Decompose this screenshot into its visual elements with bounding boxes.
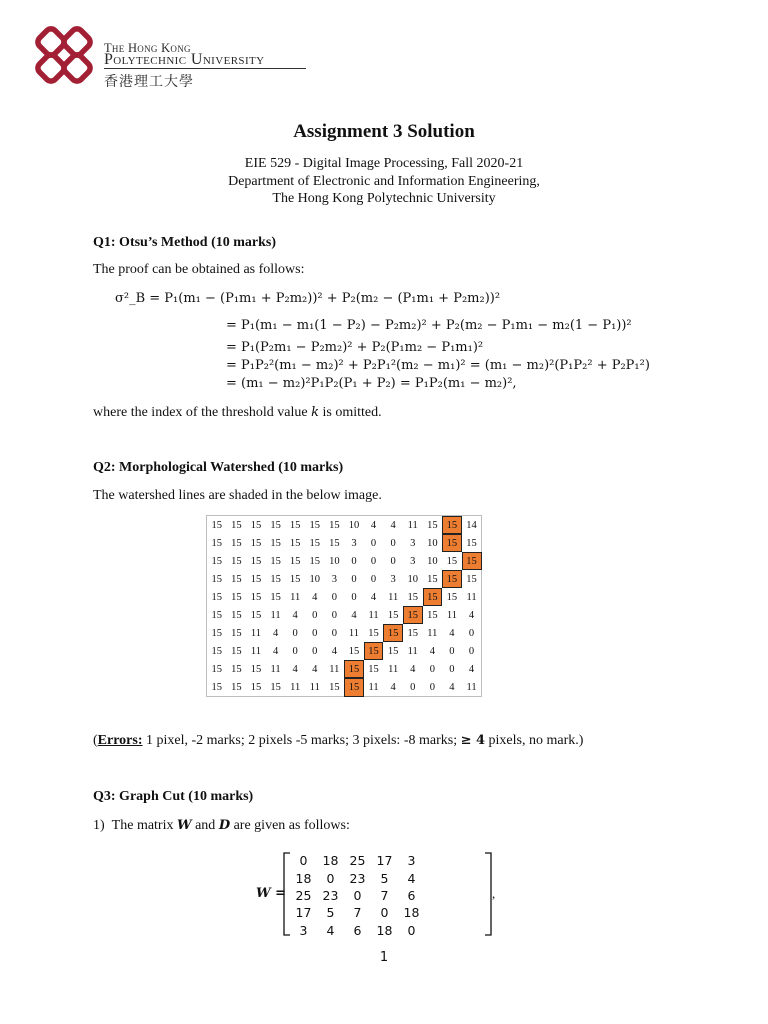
q3-item-text-c: are given as follows: (230, 818, 350, 833)
grid-cell: 0 (468, 645, 475, 657)
grid-cell: 15 (250, 591, 262, 603)
grid-cell: 4 (390, 519, 396, 531)
grid-cell: 15 (368, 627, 379, 639)
grid-cell: 15 (211, 627, 223, 639)
grid-cell: 0 (390, 537, 396, 549)
grid-cell: 15 (289, 537, 301, 549)
grid-cell: 15 (211, 537, 223, 549)
grid-cell: 15 (309, 519, 321, 531)
grid-cell: 0 (370, 555, 377, 567)
grid-cell: 4 (370, 519, 377, 531)
watershed-grid (206, 515, 482, 697)
grid-cell: 15 (250, 681, 262, 693)
grid-cell: 15 (427, 609, 438, 621)
grid-cell: 15 (427, 573, 438, 585)
grid-cell: 0 (331, 591, 337, 603)
watershed-line-cell: 15 (364, 642, 384, 660)
matrix-cell: 0 (326, 870, 335, 886)
grid-cell: 15 (270, 573, 281, 585)
grid-cell: 0 (449, 663, 455, 675)
grid-cell: 15 (387, 609, 399, 621)
grid-cell: 10 (329, 555, 340, 567)
grid-cell: 11 (368, 609, 379, 621)
grid-cell: 11 (290, 681, 301, 693)
grid-cell: 15 (231, 573, 242, 585)
grid-row (207, 588, 482, 606)
grid-cell: 15 (231, 555, 242, 567)
matrix-cell: 25 (295, 887, 312, 903)
matrix-cell: 3 (299, 922, 308, 938)
grid-cell: 0 (312, 627, 318, 639)
q1-intro: The proof can be obtained as follows: (93, 262, 305, 277)
q1-equation-4: = P₁P₂²(m₁ − m₂)² + P₂P₁²(m₂ − m₁)² = (m₁ − m₂)²(P₁P₂² + P₂P₁²) (226, 358, 650, 373)
grid-cell: 11 (446, 609, 457, 621)
grid-cell: 0 (312, 609, 318, 621)
grid-cell: 15 (368, 663, 379, 675)
grid-cell: 15 (250, 537, 262, 549)
grid-cell: 4 (292, 609, 298, 621)
q1-note-before: where the index of the threshold value (93, 405, 312, 420)
grid-row (207, 534, 482, 552)
grid-cell: 0 (370, 537, 377, 549)
watershed-line-cell: 15 (423, 588, 443, 606)
grid-cell: 15 (446, 591, 458, 603)
matrix-cell: 6 (353, 922, 362, 938)
grid-cell: 15 (211, 573, 223, 585)
grid-cell: 15 (211, 663, 223, 675)
watershed-line-cell: 15 (442, 534, 462, 552)
grid-cell: 15 (466, 537, 477, 549)
matrix-row (290, 922, 425, 939)
matrix-cell: 5 (380, 870, 389, 886)
matrix-cell: 25 (349, 853, 366, 869)
grid-cell: 15 (231, 537, 242, 549)
grid-cell: 4 (292, 663, 298, 675)
grid-cell: 15 (270, 681, 281, 693)
grid-cell: 15 (231, 609, 242, 621)
grid-cell: 0 (351, 573, 357, 585)
grid-cell: 4 (410, 663, 416, 675)
grid-cell: 15 (231, 519, 242, 531)
grid-cell: 11 (270, 609, 281, 621)
grid-cell: 3 (410, 555, 416, 567)
grid-cell: 0 (370, 573, 377, 585)
grid-cell: 0 (429, 663, 435, 675)
matrix-cell: 18 (322, 853, 339, 869)
matrix-row (290, 852, 425, 869)
grid-cell: 15 (231, 627, 242, 639)
watershed-line-cell: 15 (462, 552, 482, 570)
grid-row (207, 624, 482, 642)
page-number: 1 (379, 950, 389, 965)
matrix-cell: 23 (322, 887, 339, 903)
grid-cell: 15 (289, 519, 301, 531)
grid-cell: 15 (466, 573, 477, 585)
grid-cell: 0 (312, 645, 318, 657)
q3-heading: Q3: Graph Cut (10 marks) (93, 789, 254, 804)
logo-line-3: 香港理工大學 (104, 74, 194, 90)
grid-cell: 15 (211, 591, 223, 603)
grid-row (207, 678, 482, 697)
matrix-cell: 0 (407, 922, 416, 938)
matrix-cell: 0 (299, 853, 308, 869)
grid-row (207, 606, 482, 624)
watershed-line-cell: 15 (344, 660, 364, 678)
q1-heading: Q1: Otsu’s Method (10 marks) (93, 235, 277, 250)
grid-cell: 4 (312, 663, 318, 675)
errors-text: 1 pixel, -2 marks; 2 pixels -5 marks; 3 pixels: -8 marks; (142, 733, 461, 748)
q3-item-text-a: The matrix (111, 818, 177, 833)
errors-geq: ≥ 4 (460, 733, 486, 748)
grid-cell: 15 (309, 555, 321, 567)
q3-item-text-b: and (191, 818, 219, 833)
grid-row (207, 516, 482, 535)
matrix-cell: 23 (349, 870, 366, 886)
matrix-cell: 17 (376, 853, 393, 869)
grid-cell: 15 (329, 519, 340, 531)
grid-cell: 15 (250, 555, 262, 567)
grid-cell: 4 (272, 645, 279, 657)
grid-cell: 15 (270, 537, 281, 549)
grid-cell: 10 (407, 573, 418, 585)
grid-cell: 15 (446, 555, 458, 567)
matrix-cell: 18 (403, 905, 420, 921)
grid-cell: 11 (388, 591, 399, 603)
grid-cell: 11 (290, 591, 301, 603)
matrix-cell: 3 (407, 853, 416, 869)
grid-cell: 4 (449, 627, 455, 639)
matrix-label: W = (256, 886, 287, 901)
grid-cell: 15 (231, 645, 242, 657)
watershed-line-cell: 15 (344, 678, 364, 697)
grid-cell: 14 (466, 519, 477, 531)
q3-item-number: 1) (93, 818, 105, 833)
watershed-line-cell: 15 (442, 516, 462, 535)
matrix-row (290, 904, 425, 921)
matrix-cell: 7 (353, 905, 362, 921)
grid-cell: 10 (427, 537, 438, 549)
matrix-cell: 0 (380, 905, 389, 921)
matrix-cell: 6 (407, 887, 416, 903)
q1-note-var: k (311, 405, 319, 420)
q3-item-1 (93, 818, 350, 834)
watershed-line-cell: 15 (403, 606, 423, 624)
grid-row (207, 642, 482, 660)
grid-cell: 11 (368, 681, 379, 693)
grid-cell: 15 (250, 609, 262, 621)
watershed-line-cell: 15 (442, 570, 462, 588)
grid-cell: 11 (388, 663, 399, 675)
errors-open: ( (93, 733, 98, 748)
matrix-cell: 4 (326, 922, 335, 938)
grid-row (207, 660, 482, 678)
grid-cell: 0 (351, 555, 357, 567)
grid-cell: 15 (211, 555, 223, 567)
matrix-cell: 7 (380, 887, 389, 903)
subtitle-department: Department of Electronic and Information Engineering, (228, 174, 540, 189)
q3-var-W: W (176, 818, 192, 833)
grid-cell: 0 (331, 627, 337, 639)
subtitle-course: EIE 529 - Digital Image Processing, Fall 2020-21 (244, 156, 524, 171)
grid-cell: 3 (390, 573, 396, 585)
grid-cell: 0 (429, 681, 435, 693)
grid-cell: 0 (292, 627, 298, 639)
grid-cell: 3 (351, 537, 357, 549)
grid-cell: 4 (449, 681, 455, 693)
page-title: Assignment 3 Solution (293, 121, 475, 142)
grid-cell: 15 (309, 537, 321, 549)
grid-cell: 11 (329, 663, 340, 675)
grid-cell: 15 (270, 519, 281, 531)
grid-cell: 15 (250, 519, 262, 531)
grid-cell: 4 (331, 645, 337, 657)
grid-cell: 11 (407, 645, 418, 657)
grid-cell: 0 (449, 645, 455, 657)
grid-cell: 15 (231, 681, 242, 693)
errors-label: Errors: (97, 733, 143, 748)
grid-cell: 11 (250, 627, 262, 639)
grid-cell: 4 (370, 591, 377, 603)
grid-cell: 10 (427, 555, 438, 567)
grid-cell: 11 (309, 681, 320, 693)
grid-cell: 15 (250, 663, 262, 675)
grid-cell: 0 (331, 609, 337, 621)
matrix-trailing-comma: , (492, 886, 496, 901)
grid-cell: 15 (211, 519, 223, 531)
grid-cell: 4 (429, 645, 435, 657)
logo-divider (104, 68, 306, 69)
grid-row (207, 552, 482, 570)
matrix-cell: 17 (295, 905, 312, 921)
grid-cell: 3 (410, 537, 416, 549)
matrix-cell: 0 (353, 887, 362, 903)
grid-cell: 15 (270, 555, 281, 567)
grid-cell: 11 (348, 627, 360, 639)
grid-cell: 15 (329, 537, 340, 549)
grid-cell: 4 (468, 609, 475, 621)
matrix-cell: 18 (376, 922, 393, 938)
grid-cell: 10 (309, 573, 321, 585)
grid-cell: 11 (427, 627, 438, 639)
grid-cell: 15 (289, 555, 301, 567)
subtitle-university: The Hong Kong Polytechnic University (272, 191, 496, 206)
grid-cell: 11 (466, 681, 477, 693)
grid-cell: 15 (250, 573, 262, 585)
q1-equation-1: σ²_B = P₁(m₁ − (P₁m₁ + P₂m₂))² + P₂(m₂ − (P₁m₁ + P₂m₂))² (115, 291, 501, 306)
grid-cell: 3 (331, 573, 337, 585)
matrix-cell: 18 (295, 870, 312, 886)
grid-row (207, 570, 482, 588)
grid-cell: 0 (390, 555, 396, 567)
grid-cell: 4 (468, 663, 475, 675)
grid-cell: 15 (231, 663, 242, 675)
grid-cell: 4 (272, 627, 279, 639)
grid-cell: 4 (312, 591, 318, 603)
grid-cell: 4 (351, 609, 357, 621)
grid-cell: 0 (292, 645, 298, 657)
q1-equation-3: = P₁(P₂m₁ − P₂m₂)² + P₂(P₁m₂ − P₁m₁)² (226, 340, 484, 355)
matrix-cell: 4 (407, 870, 416, 886)
grid-cell: 15 (211, 645, 223, 657)
q1-equation-5: = (m₁ − m₂)²P₁P₂(P₁ + P₂) = P₁P₂(m₁ − m₂)², (226, 376, 517, 391)
grid-cell: 11 (466, 591, 477, 603)
q3-var-D: D (218, 818, 231, 833)
grid-cell: 15 (289, 573, 301, 585)
grid-cell: 15 (329, 681, 340, 693)
grid-cell: 15 (211, 681, 223, 693)
grid-cell: 4 (390, 681, 396, 693)
grid-cell: 15 (407, 627, 418, 639)
grid-cell: 15 (348, 645, 360, 657)
matrix-row (290, 869, 425, 886)
matrix-cell: 5 (326, 905, 335, 921)
matrix-row (290, 887, 425, 904)
q2-errors-note (93, 733, 583, 749)
grid-cell: 0 (351, 591, 357, 603)
grid-cell: 11 (270, 663, 281, 675)
grid-cell: 15 (211, 609, 223, 621)
q2-intro: The watershed lines are shaded in the below image. (93, 488, 382, 503)
q1-note-after: is omitted. (318, 405, 382, 420)
grid-cell: 15 (270, 591, 281, 603)
q1-equation-2: = P₁(m₁ − m₁(1 − P₂) − P₂m₂)² + P₂(m₂ − P₁m₁ − m₂(1 − P₁))² (226, 318, 632, 333)
w-matrix (290, 852, 425, 939)
grid-cell: 15 (407, 591, 418, 603)
watershed-line-cell: 15 (383, 624, 403, 642)
polyu-logo-icon (33, 24, 95, 86)
grid-cell: 0 (468, 627, 475, 639)
errors-tail: pixels, no mark.) (485, 733, 584, 748)
grid-cell: 11 (250, 645, 262, 657)
q1-note (93, 405, 382, 421)
q2-heading: Q2: Morphological Watershed (10 marks) (93, 460, 344, 475)
logo-line-2: Polytechnic University (104, 51, 265, 68)
grid-cell: 10 (348, 519, 360, 531)
grid-cell: 0 (410, 681, 416, 693)
grid-cell: 11 (407, 519, 418, 531)
logo-line-1: The Hong Kong (104, 41, 191, 55)
grid-cell: 15 (231, 591, 242, 603)
grid-cell: 15 (427, 519, 438, 531)
grid-cell: 15 (387, 645, 399, 657)
